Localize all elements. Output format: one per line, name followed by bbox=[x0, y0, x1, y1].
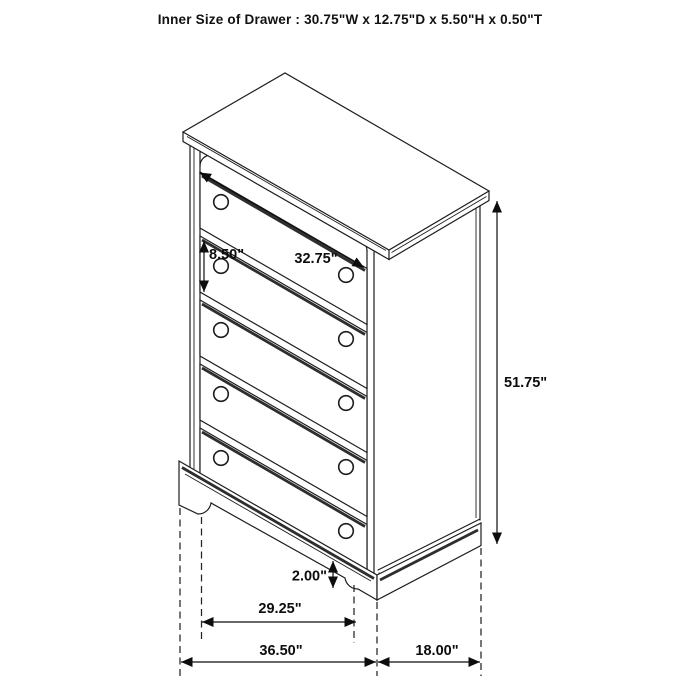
drawer-knob bbox=[339, 460, 354, 475]
dim-label-foot-height: 2.00" bbox=[291, 568, 327, 585]
dim-overall-height bbox=[497, 201, 547, 544]
drawer-knob bbox=[214, 323, 229, 338]
diagram-title: Inner Size of Drawer : 30.75"W x 12.75"D x 5.50"H x 0.50"T bbox=[157, 12, 543, 27]
drawer-knob bbox=[339, 396, 354, 411]
drawer-knob bbox=[214, 195, 229, 210]
drawer-knob bbox=[339, 332, 354, 347]
dim-label-drawer-width: 32.75" bbox=[294, 251, 338, 267]
drawer-knob bbox=[339, 524, 354, 539]
dim-label-foot-span: 29.25" bbox=[258, 601, 302, 617]
dim-label-drawer-height: 8.50" bbox=[209, 247, 245, 263]
dim-overall-depth bbox=[378, 643, 480, 662]
dim-foot-span bbox=[202, 601, 356, 622]
drawer-knob bbox=[214, 451, 229, 466]
dim-label-overall-width: 36.50" bbox=[259, 643, 303, 659]
drawer-knob bbox=[339, 268, 354, 283]
dim-overall-width bbox=[181, 643, 376, 662]
drawer-knob bbox=[214, 387, 229, 402]
dim-label-overall-depth: 18.00" bbox=[415, 643, 459, 659]
dim-label-overall-height: 51.75" bbox=[504, 375, 548, 391]
